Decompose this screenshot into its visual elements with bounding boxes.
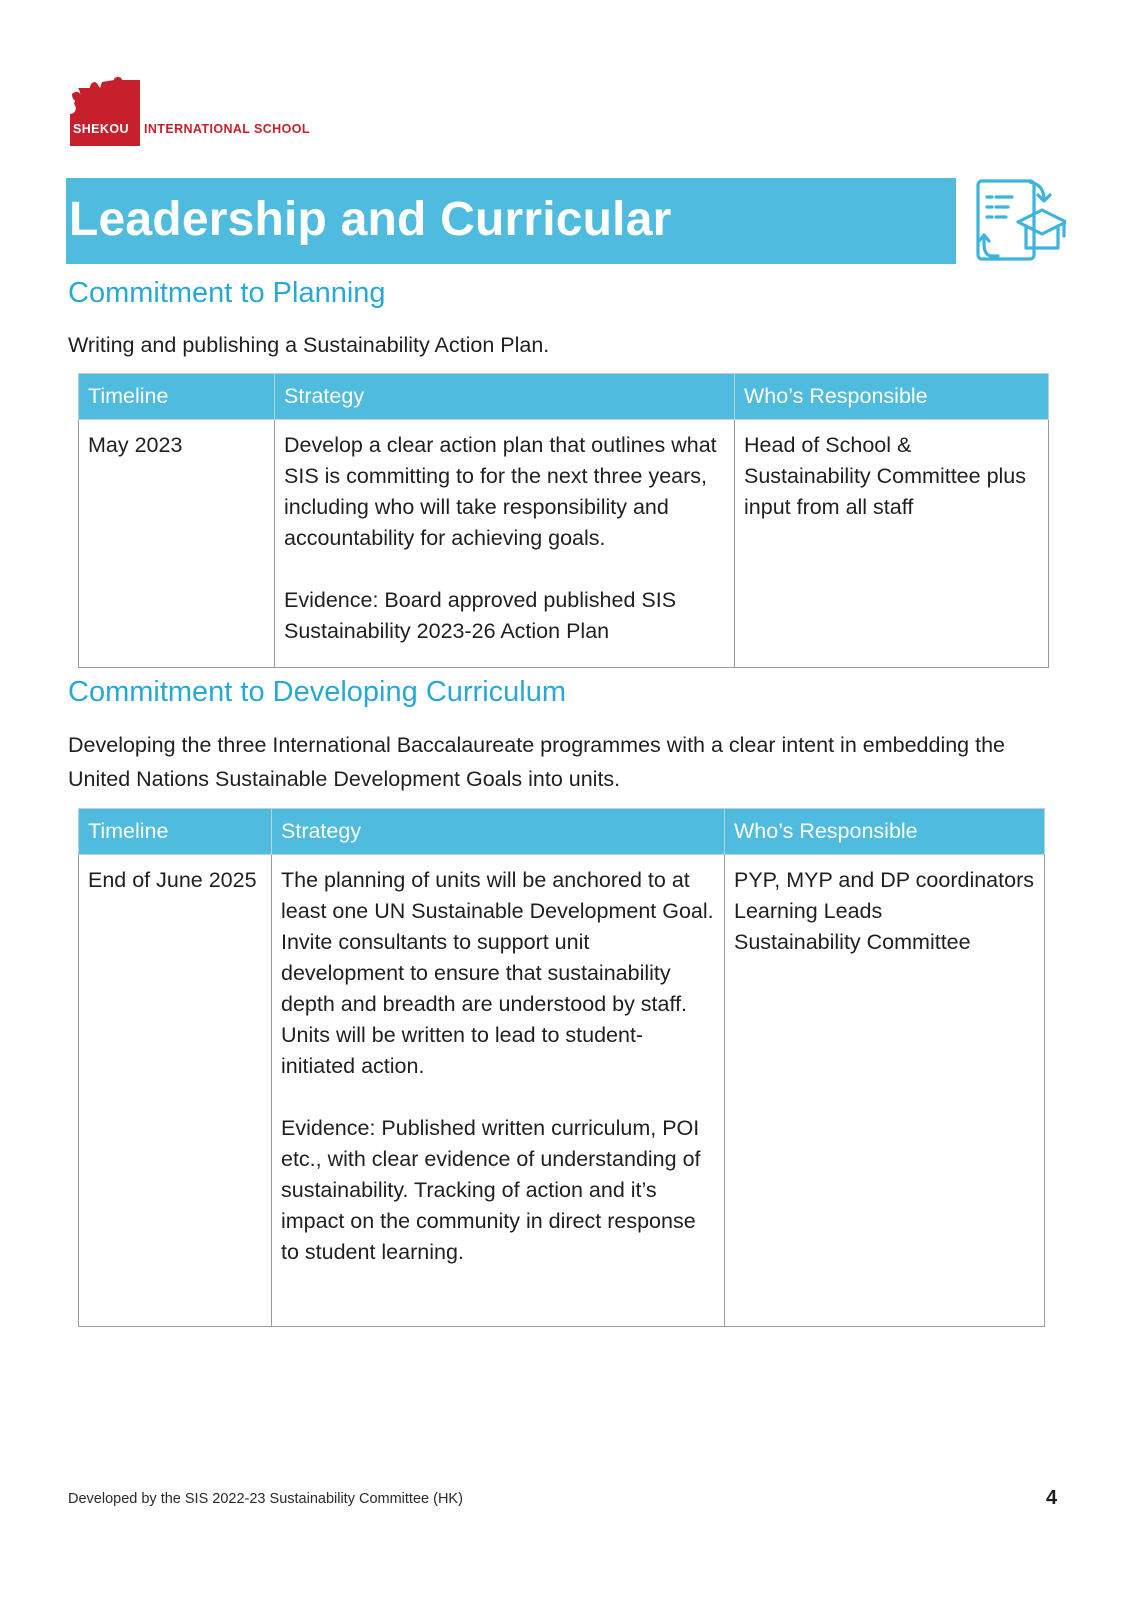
strategy-text: Develop a clear action plan that outlines what SIS is committing to for the next three years, including who will take responsibility and accountability for achieving goals. [284, 433, 717, 550]
logo-word-international-school: INTERNATIONAL SCHOOL [144, 122, 310, 136]
evidence-text: Evidence: Published written curriculum, POI etc., with clear evidence of understanding of sustainability. Tracking of action and it’s impact on the community in direct response to student learning. [281, 1116, 701, 1264]
table-header-row [79, 809, 1045, 855]
column-header-strategy: Strategy [275, 374, 735, 420]
column-header-timeline: Timeline [79, 809, 272, 855]
page-title: Leadership and Curricular [69, 193, 672, 246]
responsible-line: Sustainability Committee [734, 930, 971, 954]
column-header-strategy: Strategy [272, 809, 725, 855]
table-row [79, 420, 1049, 668]
timeline-cell: End of June 2025 [79, 855, 272, 1327]
table-row [79, 855, 1045, 1327]
curriculum-table [78, 808, 1045, 1327]
responsible-cell [725, 855, 1045, 1327]
responsible-line: Learning Leads [734, 899, 883, 923]
section-heading-planning: Commitment to Planning [68, 277, 386, 309]
section-heading-curriculum: Commitment to Developing Curriculum [68, 676, 566, 708]
strategy-line: Invite consultants to support unit development to ensure that sustainability depth and breadth are understood by staff. [281, 930, 688, 1016]
strategy-line: Units will be written to lead to student-initiated action. [281, 1023, 644, 1078]
responsible-cell: Head of School & Sustainability Committee plus input from all staff [735, 420, 1049, 668]
table-header-row [79, 374, 1049, 420]
strategy-line: The planning of units will be anchored to at least one UN Sustainable Development Goal. [281, 868, 714, 923]
logo-word-shekou: SHEKOU [73, 122, 129, 136]
page-number: 4 [1046, 1487, 1058, 1509]
school-logo [70, 76, 360, 146]
strategy-cell [272, 855, 725, 1327]
responsible-line: PYP, MYP and DP coordinators [734, 868, 1034, 892]
section-intro-curriculum: Developing the three International Baccalaureate programmes with a clear intent in embedding the United Nations Sustainable Development Goals into units. [68, 733, 1006, 791]
section-intro-planning: Writing and publishing a Sustainability Action Plan. [68, 333, 550, 357]
curriculum-document-graduation-cap-icon [974, 176, 1066, 266]
timeline-cell: May 2023 [79, 420, 275, 668]
footer-text: Developed by the SIS 2022-23 Sustainability Committee (HK) [68, 1491, 463, 1507]
planning-table [78, 373, 1049, 668]
column-header-responsible: Who’s Responsible [725, 809, 1045, 855]
title-banner [66, 178, 956, 264]
column-header-timeline: Timeline [79, 374, 275, 420]
evidence-text: Evidence: Board approved published SIS Sustainability 2023-26 Action Plan [284, 588, 677, 643]
column-header-responsible: Who’s Responsible [735, 374, 1049, 420]
strategy-cell [275, 420, 735, 668]
